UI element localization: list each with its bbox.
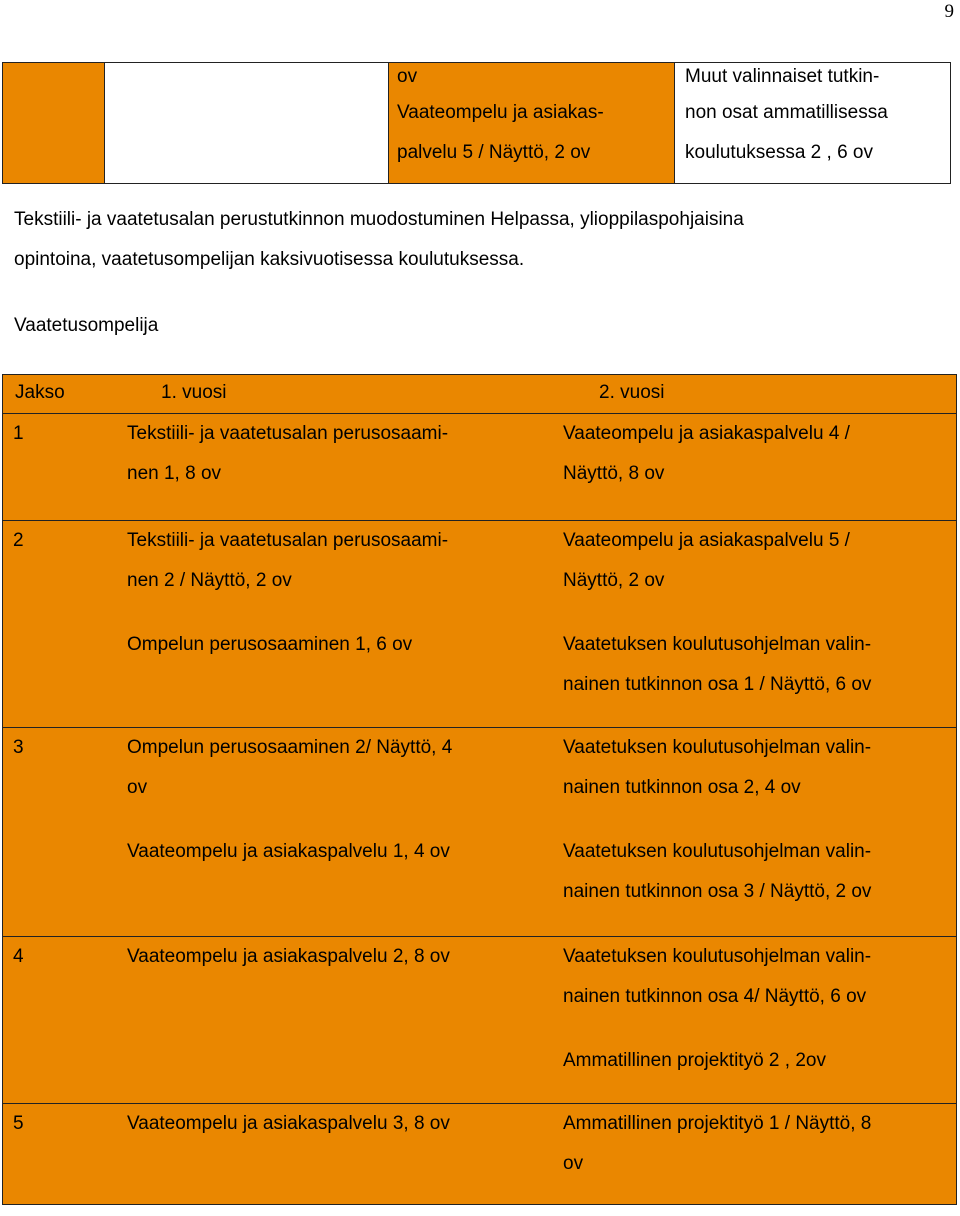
header-year-2: 2. vuosi: [599, 382, 665, 403]
cell-line: nainen tutkinnon osa 1 / Näyttö, 6 ov: [563, 674, 872, 695]
text-line: non osat ammatillisessa: [685, 102, 888, 123]
cell-line: Vaateompelu ja asiakaspalvelu 3, 8 ov: [127, 1113, 450, 1134]
year1-cell: [116, 937, 551, 1103]
text-line: koulutuksessa 2 , 6 ov: [685, 142, 873, 163]
cell-line: Vaatetuksen koulutusohjelman valin-: [563, 946, 872, 967]
top-cell-empty-orange: [3, 63, 105, 183]
jakso-number: 1: [13, 423, 24, 444]
intro-paragraph: [14, 200, 944, 280]
paragraph-line: opintoina, vaatetusompelijan kaksivuotisessa koulutuksessa.: [14, 249, 525, 270]
jakso-cell: [3, 1104, 116, 1204]
table-row: [3, 521, 956, 728]
jakso-number: 4: [13, 946, 24, 967]
cell-line: nainen tutkinnon osa 4/ Näyttö, 6 ov: [563, 986, 867, 1007]
text-line: Vaateompelu ja asiakas-: [397, 102, 604, 123]
cell-line: Vaateompelu ja asiakaspalvelu 4 /: [563, 423, 850, 444]
top-cell-empty-white: [105, 63, 389, 183]
jakso-number: 3: [13, 737, 24, 758]
cell-line: Tekstiili- ja vaatetusalan perusosaami-: [127, 423, 449, 444]
cell-line: Vaateompelu ja asiakaspalvelu 2, 8 ov: [127, 946, 450, 967]
table-row: [3, 937, 956, 1104]
top-cell-vaateompelu: [389, 63, 675, 183]
cell-line: Ammatillinen projektityö 1 / Näyttö, 8: [563, 1113, 872, 1134]
year1-cell: [116, 521, 551, 727]
top-table-fragment: [2, 62, 951, 184]
year2-cell: [551, 414, 956, 520]
cell-line: nen 1, 8 ov: [127, 463, 222, 484]
cell-line: Ammatillinen projektityö 2 , 2ov: [563, 1050, 826, 1071]
jakso-cell: [3, 937, 116, 1103]
text-line: ov: [397, 66, 418, 87]
year2-cell: [551, 728, 956, 936]
section-subheading: [14, 306, 158, 346]
study-plan-table: [2, 374, 957, 1205]
year2-cell: [551, 1104, 956, 1204]
table-header-row: [3, 375, 956, 414]
cell-line: ov: [563, 1153, 584, 1174]
cell-line: Ompelun perusosaaminen 1, 6 ov: [127, 634, 413, 655]
jakso-cell: [3, 521, 116, 727]
table-row: [3, 414, 956, 521]
cell-line: Näyttö, 2 ov: [563, 570, 665, 591]
year1-cell: [116, 414, 551, 520]
header-year-1: 1. vuosi: [161, 382, 227, 403]
cell-line: nainen tutkinnon osa 2, 4 ov: [563, 777, 801, 798]
text-line: palvelu 5 / Näyttö, 2 ov: [397, 142, 591, 163]
jakso-cell: [3, 728, 116, 936]
cell-line: ov: [127, 777, 148, 798]
cell-line: Ompelun perusosaaminen 2/ Näyttö, 4: [127, 737, 453, 758]
year2-cell: [551, 937, 956, 1103]
page-number: 9: [944, 1, 954, 22]
cell-line: Vaatetuksen koulutusohjelman valin-: [563, 634, 872, 655]
jakso-number: 5: [13, 1113, 24, 1134]
cell-line: Näyttö, 8 ov: [563, 463, 665, 484]
header-jakso: Jakso: [15, 382, 65, 403]
cell-line: Vaateompelu ja asiakaspalvelu 1, 4 ov: [127, 841, 450, 862]
cell-line: nen 2 / Näyttö, 2 ov: [127, 570, 292, 591]
table-row: [3, 1104, 956, 1204]
paragraph-line: Tekstiili- ja vaatetusalan perustutkinnon muodostuminen Helpassa, ylioppilaspohjaisina: [14, 209, 744, 230]
jakso-cell: [3, 414, 116, 520]
cell-line: nainen tutkinnon osa 3 / Näyttö, 2 ov: [563, 881, 872, 902]
year1-cell: [116, 728, 551, 936]
year1-cell: [116, 1104, 551, 1204]
cell-line: Vaateompelu ja asiakaspalvelu 5 /: [563, 530, 850, 551]
subheading-text: Vaatetusompelija: [14, 315, 159, 336]
text-line: Muut valinnaiset tutkin-: [685, 66, 880, 87]
jakso-number: 2: [13, 530, 24, 551]
top-cell-muut-valinnaiset: [675, 63, 950, 183]
cell-line: Vaatetuksen koulutusohjelman valin-: [563, 841, 872, 862]
cell-line: Vaatetuksen koulutusohjelman valin-: [563, 737, 872, 758]
table-row: [3, 728, 956, 937]
cell-line: Tekstiili- ja vaatetusalan perusosaami-: [127, 530, 449, 551]
year2-cell: [551, 521, 956, 727]
